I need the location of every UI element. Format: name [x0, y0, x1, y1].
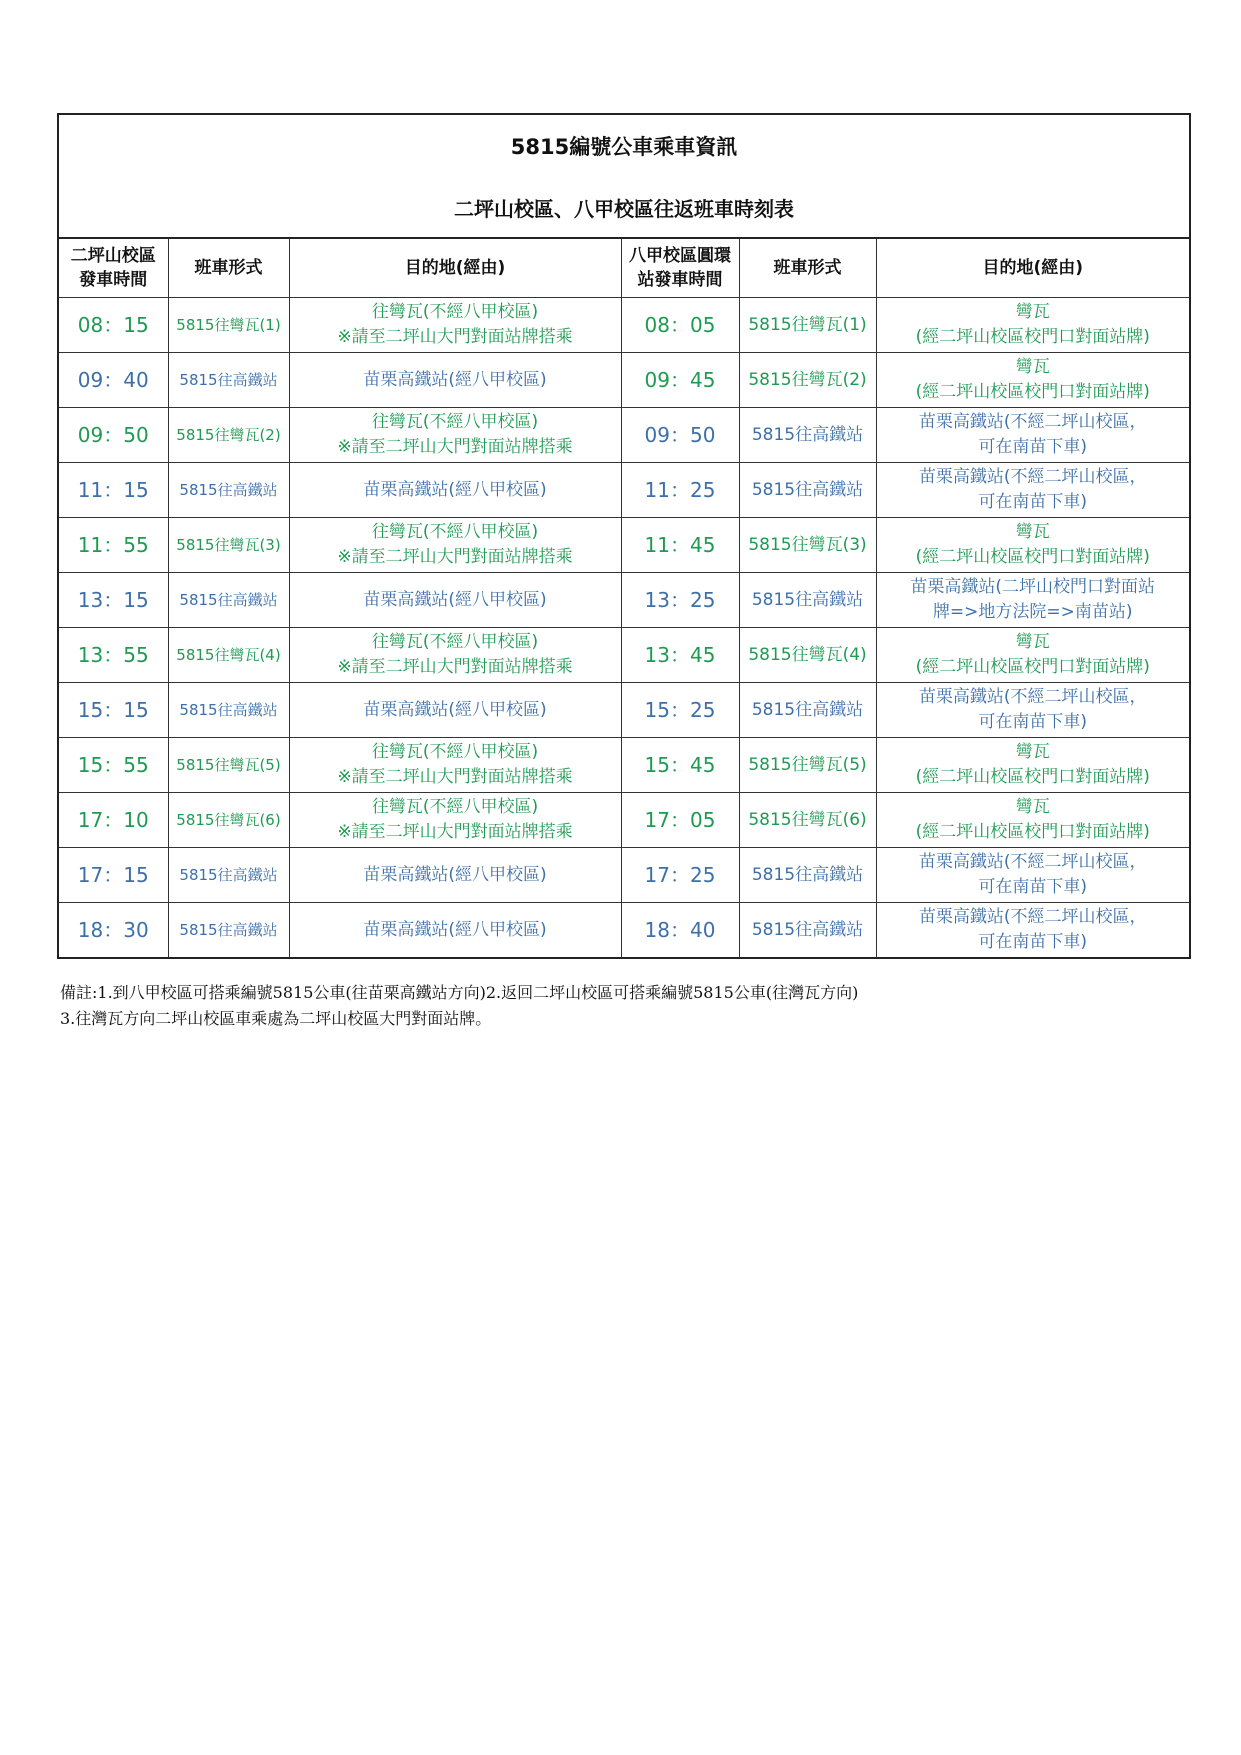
erping-departure-time: 15：55 — [59, 738, 168, 793]
bajia-destination: 苗栗高鐵站(二坪山校門口對面站 牌=>地方法院=>南苗站) — [876, 573, 1189, 628]
erping-bus-type: 5815往高鐵站 — [168, 353, 289, 408]
page-subtitle: 二坪山校區、八甲校區往返班車時刻表 — [454, 197, 794, 221]
header-row — [59, 239, 1189, 298]
bajia-departure-time: 17：25 — [621, 848, 739, 903]
table-row — [59, 573, 1189, 628]
erping-departure-time: 11：55 — [59, 518, 168, 573]
erping-departure-time: 09：50 — [59, 408, 168, 463]
bajia-bus-type: 5815往彎瓦(1) — [739, 298, 876, 353]
erping-bus-type: 5815往高鐵站 — [168, 848, 289, 903]
erping-departure-time: 13：15 — [59, 573, 168, 628]
table-row — [59, 848, 1189, 903]
table-row — [59, 793, 1189, 848]
bajia-departure-time: 09：45 — [621, 353, 739, 408]
bajia-destination: 彎瓦 (經二坪山校區校門口對面站牌) — [876, 353, 1189, 408]
bajia-destination: 苗栗高鐵站(不經二坪山校區， 可在南苗下車) — [876, 903, 1189, 958]
bajia-destination: 彎瓦 (經二坪山校區校門口對面站牌) — [876, 628, 1189, 683]
note-line-2: 3.往灣瓦方向二坪山校區車乘處為二坪山校區大門對面站牌。 — [60, 1009, 492, 1028]
erping-bus-type: 5815往高鐵站 — [168, 903, 289, 958]
header-bus-type: 班車形式 — [168, 239, 289, 298]
table-row — [59, 353, 1189, 408]
erping-bus-type: 5815往高鐵站 — [168, 573, 289, 628]
bajia-departure-time: 08：05 — [621, 298, 739, 353]
bajia-departure-time: 13：45 — [621, 628, 739, 683]
table-row — [59, 683, 1189, 738]
bajia-destination: 彎瓦 (經二坪山校區校門口對面站牌) — [876, 793, 1189, 848]
erping-destination: 往彎瓦(不經八甲校區) ※請至二坪山大門對面站牌搭乘 — [289, 628, 621, 683]
bajia-departure-time: 13：25 — [621, 573, 739, 628]
notes — [60, 980, 858, 1032]
erping-departure-time: 18：30 — [59, 903, 168, 958]
erping-bus-type: 5815往彎瓦(3) — [168, 518, 289, 573]
bajia-bus-type: 5815往高鐵站 — [739, 683, 876, 738]
schedule-table — [59, 239, 1189, 957]
table-row — [59, 903, 1189, 958]
erping-bus-type: 5815往彎瓦(6) — [168, 793, 289, 848]
erping-destination: 往彎瓦(不經八甲校區) ※請至二坪山大門對面站牌搭乘 — [289, 518, 621, 573]
bajia-bus-type: 5815往彎瓦(2) — [739, 353, 876, 408]
bajia-destination: 苗栗高鐵站(不經二坪山校區， 可在南苗下車) — [876, 463, 1189, 518]
erping-destination: 往彎瓦(不經八甲校區) ※請至二坪山大門對面站牌搭乘 — [289, 298, 621, 353]
erping-departure-time: 08：15 — [59, 298, 168, 353]
note-line-1: 備註:1.到八甲校區可搭乘編號5815公車(往苗栗高鐵站方向)2.返回二坪山校區可搭乘編號5815公車(往灣瓦方向) — [60, 983, 859, 1002]
bajia-departure-time: 11：25 — [621, 463, 739, 518]
timetable-sheet — [57, 113, 1191, 959]
erping-destination: 苗栗高鐵站(經八甲校區) — [289, 463, 621, 518]
bajia-departure-time: 15：45 — [621, 738, 739, 793]
erping-destination: 往彎瓦(不經八甲校區) ※請至二坪山大門對面站牌搭乘 — [289, 738, 621, 793]
erping-bus-type: 5815往彎瓦(2) — [168, 408, 289, 463]
bajia-bus-type: 5815往彎瓦(6) — [739, 793, 876, 848]
erping-departure-time: 17：15 — [59, 848, 168, 903]
table-row — [59, 738, 1189, 793]
erping-bus-type: 5815往彎瓦(4) — [168, 628, 289, 683]
table-row — [59, 628, 1189, 683]
bajia-bus-type: 5815往高鐵站 — [739, 463, 876, 518]
bajia-bus-type: 5815往彎瓦(5) — [739, 738, 876, 793]
erping-bus-type: 5815往彎瓦(1) — [168, 298, 289, 353]
bajia-destination: 苗栗高鐵站(不經二坪山校區， 可在南苗下車) — [876, 683, 1189, 738]
erping-destination: 苗栗高鐵站(經八甲校區) — [289, 573, 621, 628]
table-row — [59, 298, 1189, 353]
erping-destination: 往彎瓦(不經八甲校區) ※請至二坪山大門對面站牌搭乘 — [289, 793, 621, 848]
bajia-destination: 彎瓦 (經二坪山校區校門口對面站牌) — [876, 518, 1189, 573]
erping-destination: 苗栗高鐵站(經八甲校區) — [289, 353, 621, 408]
header-destination: 目的地(經由) — [289, 239, 621, 298]
bajia-bus-type: 5815往高鐵站 — [739, 903, 876, 958]
erping-destination: 苗栗高鐵站(經八甲校區) — [289, 903, 621, 958]
bajia-departure-time: 11：45 — [621, 518, 739, 573]
bajia-bus-type: 5815往彎瓦(4) — [739, 628, 876, 683]
bajia-departure-time: 09：50 — [621, 408, 739, 463]
header-bajia-departure: 八甲校區圓環 站發車時間 — [621, 239, 739, 298]
table-row — [59, 518, 1189, 573]
erping-destination: 苗栗高鐵站(經八甲校區) — [289, 848, 621, 903]
erping-departure-time: 13：55 — [59, 628, 168, 683]
erping-departure-time: 11：15 — [59, 463, 168, 518]
bajia-departure-time: 18：40 — [621, 903, 739, 958]
header-erping-departure: 二坪山校區 發車時間 — [59, 239, 168, 298]
erping-departure-time: 17：10 — [59, 793, 168, 848]
header-destination-2: 目的地(經由) — [876, 239, 1189, 298]
table-row — [59, 408, 1189, 463]
bajia-destination: 彎瓦 (經二坪山校區校門口對面站牌) — [876, 738, 1189, 793]
erping-bus-type: 5815往彎瓦(5) — [168, 738, 289, 793]
bajia-bus-type: 5815往高鐵站 — [739, 848, 876, 903]
bajia-bus-type: 5815往高鐵站 — [739, 573, 876, 628]
bajia-bus-type: 5815往高鐵站 — [739, 408, 876, 463]
table-row — [59, 463, 1189, 518]
bajia-destination: 苗栗高鐵站(不經二坪山校區， 可在南苗下車) — [876, 408, 1189, 463]
erping-destination: 往彎瓦(不經八甲校區) ※請至二坪山大門對面站牌搭乘 — [289, 408, 621, 463]
erping-bus-type: 5815往高鐵站 — [168, 683, 289, 738]
page-title: 5815編號公車乘車資訊 — [510, 135, 738, 159]
bajia-destination: 苗栗高鐵站(不經二坪山校區， 可在南苗下車) — [876, 848, 1189, 903]
title-block — [59, 115, 1189, 239]
erping-destination: 苗栗高鐵站(經八甲校區) — [289, 683, 621, 738]
bajia-destination: 彎瓦 (經二坪山校區校門口對面站牌) — [876, 298, 1189, 353]
bajia-departure-time: 15：25 — [621, 683, 739, 738]
bajia-bus-type: 5815往彎瓦(3) — [739, 518, 876, 573]
erping-departure-time: 09：40 — [59, 353, 168, 408]
header-bus-type-2: 班車形式 — [739, 239, 876, 298]
erping-departure-time: 15：15 — [59, 683, 168, 738]
bajia-departure-time: 17：05 — [621, 793, 739, 848]
erping-bus-type: 5815往高鐵站 — [168, 463, 289, 518]
